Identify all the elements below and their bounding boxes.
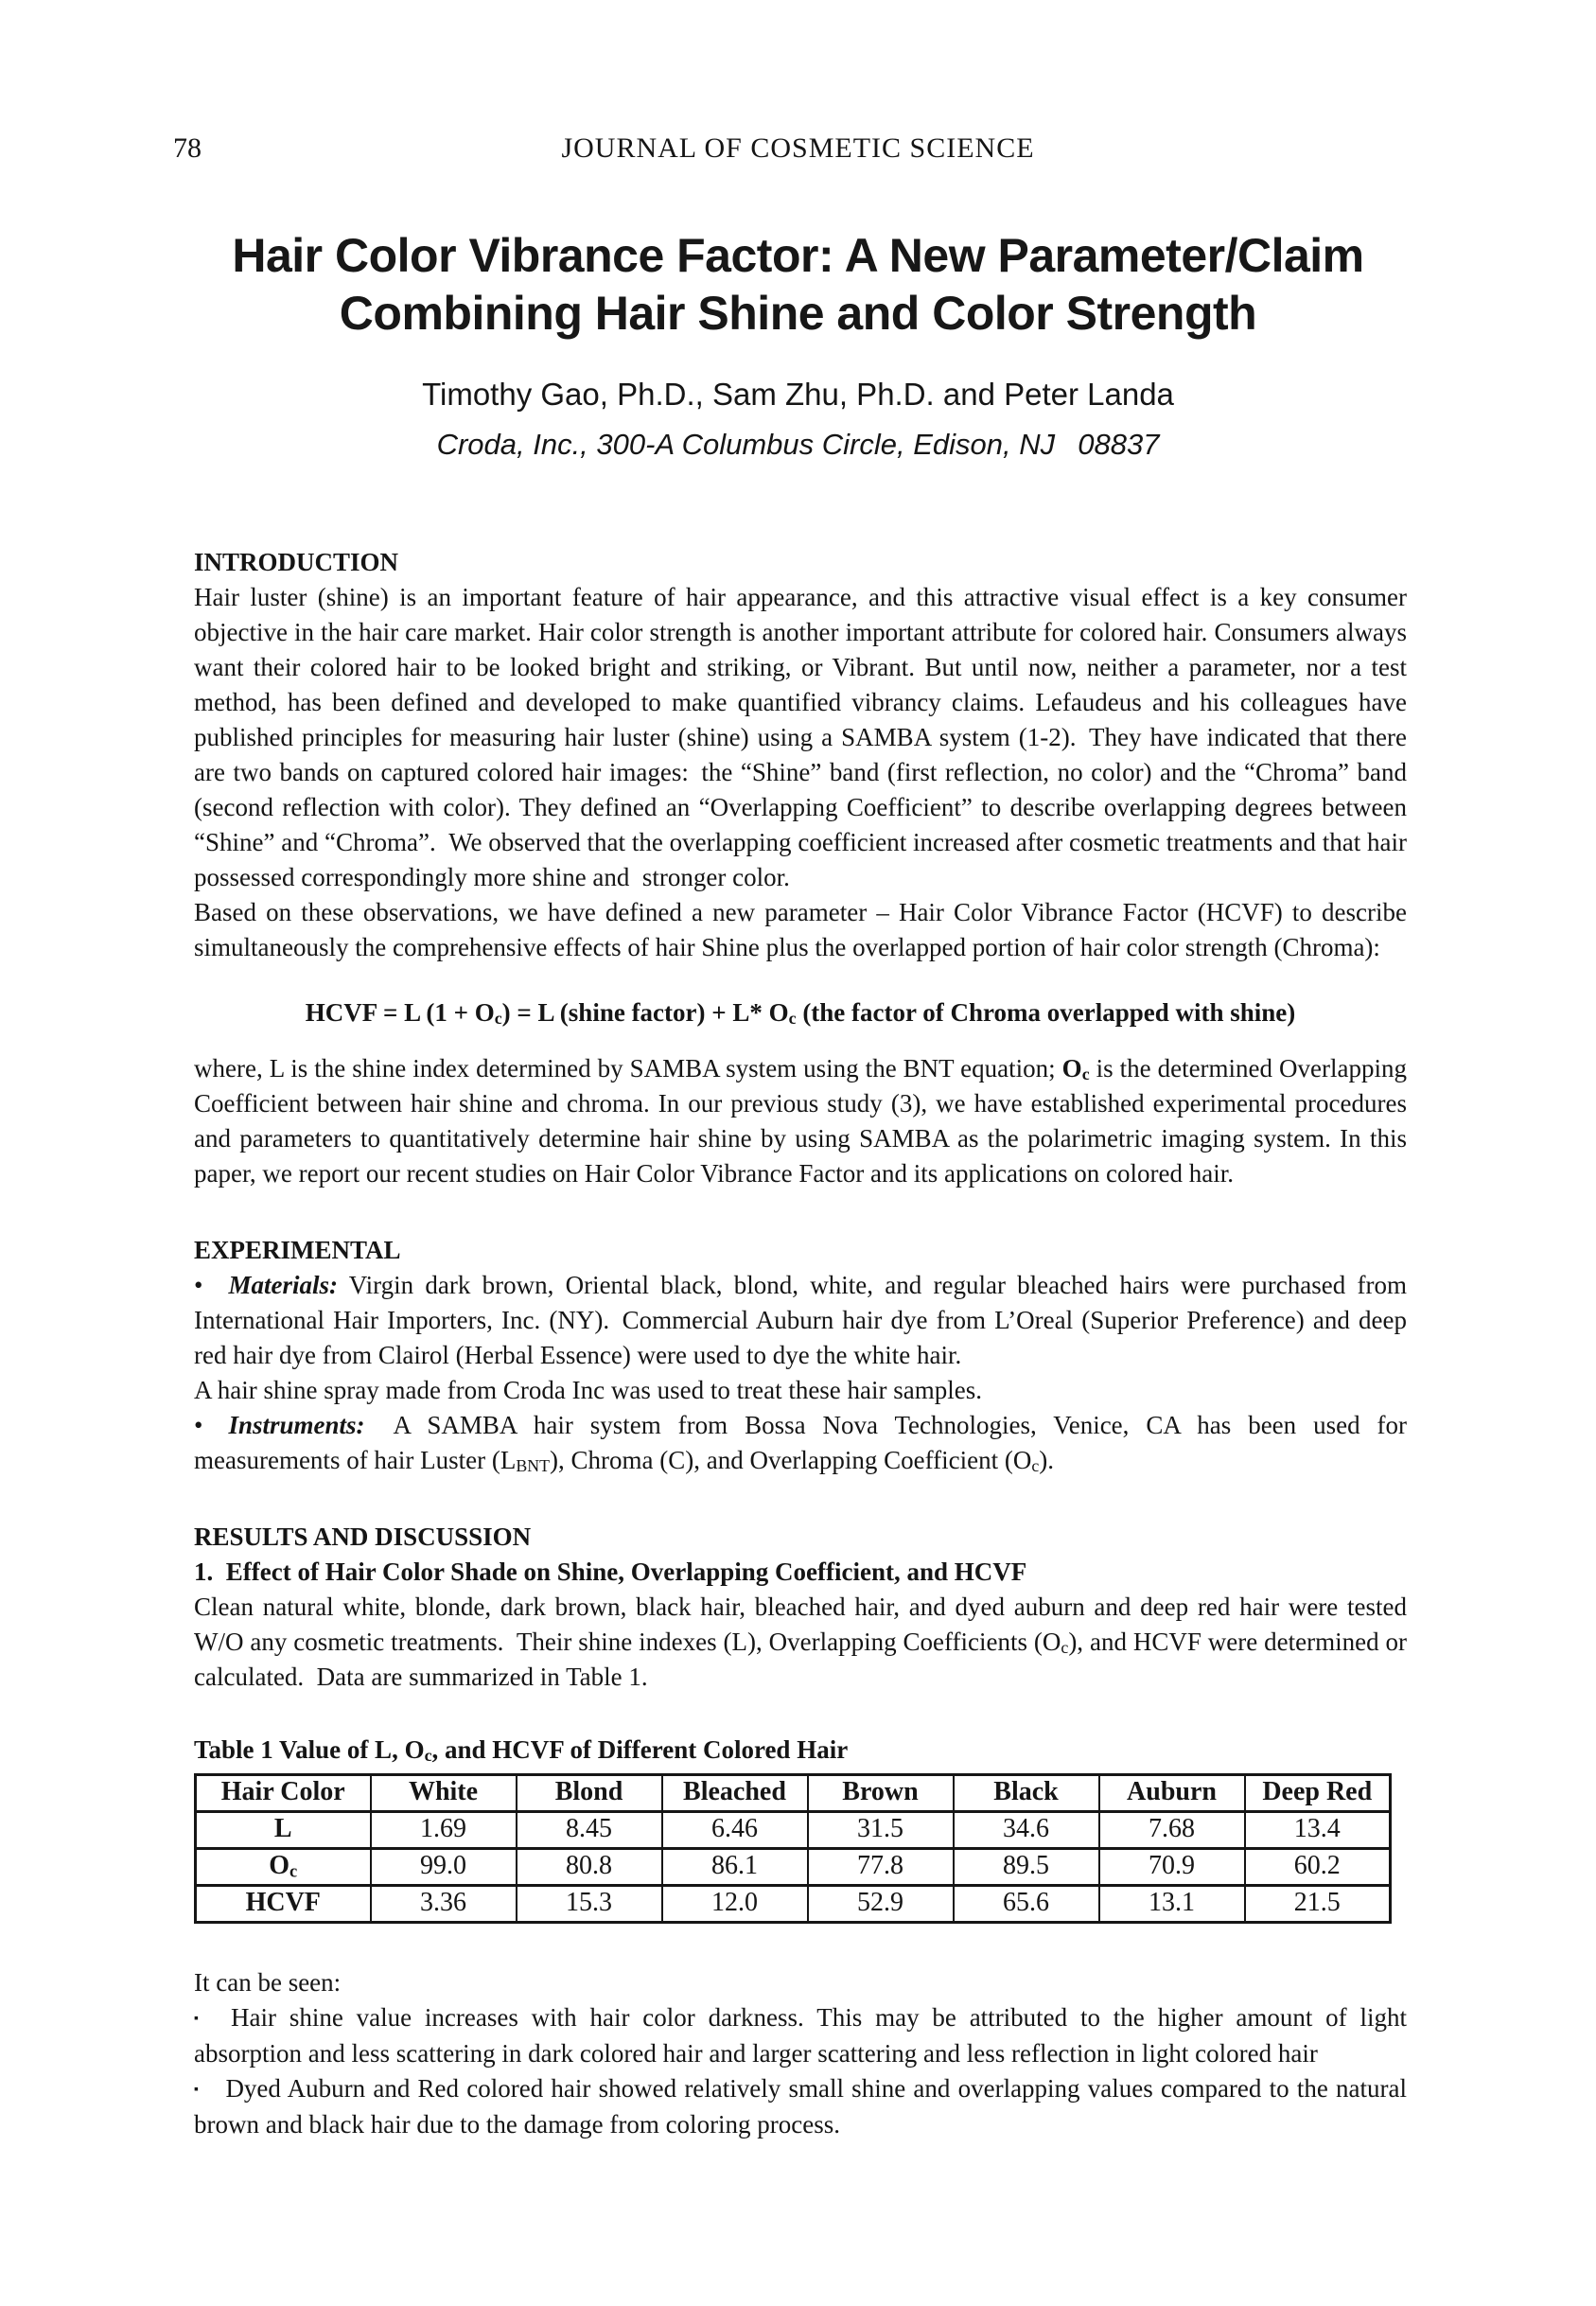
- table-cell: 99.0: [371, 1849, 517, 1886]
- table-cell: 6.46: [662, 1812, 808, 1849]
- observation-bullet-2: ▪ Dyed Auburn and Red colored hair showed relatively small shine and overlapping values compared to the natural brown and black hair due to the damage from coloring process.: [194, 2074, 1407, 2139]
- table-cell: 34.6: [954, 1812, 1099, 1849]
- article-title: [85, 227, 1511, 343]
- article-title-line-2: Combining Hair Shine and Color Strength: [339, 287, 1257, 340]
- table-row-label: Oc: [196, 1849, 371, 1886]
- table-col-header: Brown: [808, 1775, 954, 1812]
- table-cell: 13.4: [1245, 1812, 1391, 1849]
- results-subheading-1: 1. Effect of Hair Color Shade on Shine, Overlapping Coefficient, and HCVF: [194, 1558, 1027, 1586]
- observations-intro: It can be seen:: [194, 1968, 342, 1997]
- results-paragraph-1: Clean natural white, blonde, dark brown, black hair, bleached hair, and dyed auburn and deep red hair were tested W/O any cosmetic treatments. Their shine indexes (L), Overlapping Coefficients (Oc), and HCVF were determined or calculated. Data are summarized in Table 1.: [194, 1593, 1407, 1691]
- table-cell: 65.6: [954, 1886, 1099, 1923]
- intro-paragraph-2: Based on these observations, we have defined a new parameter – Hair Color Vibrance Factor (HCVF) to describe simultaneously the comprehensive effects of hair Shine plus the overlapped portion of hair color strength (Chroma):: [194, 898, 1407, 961]
- page-number: 78: [173, 132, 202, 164]
- table-cell: 7.68: [1099, 1812, 1245, 1849]
- section-heading-results: RESULTS AND DISCUSSION: [194, 1523, 532, 1551]
- shine-spray-note: A hair shine spray made from Croda Inc was used to treat these hair samples.: [194, 1376, 983, 1404]
- observation-bullet-1: ▪ Hair shine value increases with hair color darkness. This may be attributed to the higher amount of light absorption and less scattering in dark colored hair and larger scattering and less reflection in light colored hair: [194, 2003, 1407, 2068]
- table-cell: 70.9: [1099, 1849, 1245, 1886]
- table-1-grid: [194, 1773, 1392, 1924]
- table-cell: 80.8: [517, 1849, 662, 1886]
- table-cell: 3.36: [371, 1886, 517, 1923]
- table-cell: 86.1: [662, 1849, 808, 1886]
- table-col-header-hair-color: Hair Color: [196, 1775, 371, 1812]
- table-row: [196, 1886, 1391, 1923]
- table-col-header: Blond: [517, 1775, 662, 1812]
- table-col-header: Auburn: [1099, 1775, 1245, 1812]
- table-cell: 15.3: [517, 1886, 662, 1923]
- table-col-header: Black: [954, 1775, 1099, 1812]
- hcvf-formula: HCVF = L (1 + Oc) = L (shine factor) + L* Oc (the factor of Chroma overlapped with shine): [305, 998, 1296, 1029]
- section-heading-experimental: EXPERIMENTAL: [194, 1236, 401, 1264]
- table-cell: 21.5: [1245, 1886, 1391, 1923]
- running-head: [0, 0, 1596, 168]
- table-row: [196, 1812, 1391, 1849]
- table-row: [196, 1849, 1391, 1886]
- table-cell: 89.5: [954, 1849, 1099, 1886]
- table-col-header: Deep Red: [1245, 1775, 1391, 1812]
- section-heading-introduction: INTRODUCTION: [194, 548, 399, 576]
- table-cell: 60.2: [1245, 1849, 1391, 1886]
- table-col-header: Bleached: [662, 1775, 808, 1812]
- table-header-row: [196, 1775, 1391, 1812]
- table-cell: 31.5: [808, 1812, 954, 1849]
- table-cell: 77.8: [808, 1849, 954, 1886]
- affiliation: Croda, Inc., 300-A Columbus Circle, Edison, NJ 08837: [436, 428, 1160, 461]
- materials-bullet: • Materials: Virgin dark brown, Oriental black, blond, white, and regular bleached hairs were purchased from International Hair Importers, Inc. (NY). Commercial Auburn hair dye from L’Oreal (Superior Preference) and deep red hair dye from Clairol (Herbal Essence) were used to dye the white hair.: [194, 1271, 1407, 1369]
- table-col-header: White: [371, 1775, 517, 1812]
- intro-paragraph-1: Hair luster (shine) is an important feature of hair appearance, and this attractive visual effect is a key consumer objective in the hair care market. Hair color strength is another important attribute for colored hair. Consumers always want their colored hair to be looked bright and striking, or Vibrant. But until now, neither a parameter, nor a test method, has been defined and developed to make quantified vibrancy claims. Lefaudeus and his colleagues have published principles for measuring hair luster (shine) using a SAMBA system (1-2). They have indicated that there are two bands on captured colored hair images: the “Shine” band (first reflection, no color) and the “Chroma” band (second reflection with color). They defined an “Overlapping Coefficient” to describe overlapping degrees between “Shine” and “Chroma”. We observed that the overlapping coefficient increased after cosmetic treatments and that hair possessed correspondingly more shine and stronger color.: [194, 583, 1407, 891]
- table-row-label: HCVF: [196, 1886, 371, 1923]
- instruments-bullet: • Instruments: A SAMBA hair system from Bossa Nova Technologies, Venice, CA has been used for measurements of hair Luster (LBNT), Chroma (C), and Overlapping Coefficient (Oc).: [194, 1411, 1407, 1476]
- table-1: [194, 1733, 1407, 1924]
- authors: Timothy Gao, Ph.D., Sam Zhu, Ph.D. and Peter Landa: [422, 377, 1174, 412]
- table-1-caption: Table 1 Value of L, Oc, and HCVF of Different Colored Hair: [194, 1735, 849, 1766]
- intro-paragraph-3: where, L is the shine index determined by SAMBA system using the BNT equation; Oc is the determined Overlapping Coefficient between hair shine and chroma. In our previous study (3), we have established experimental procedures and parameters to quantitatively determine hair shine by using SAMBA as the polarimetric imaging system. In this paper, we report our recent studies on Hair Color Vibrance Factor and its applications on colored hair.: [194, 1054, 1408, 1188]
- table-cell: 1.69: [371, 1812, 517, 1849]
- journal-title: JOURNAL OF COSMETIC SCIENCE: [561, 132, 1035, 164]
- table-cell: 8.45: [517, 1812, 662, 1849]
- table-cell: 13.1: [1099, 1886, 1245, 1923]
- table-row-label: L: [196, 1812, 371, 1849]
- table-cell: 12.0: [662, 1886, 808, 1923]
- table-cell: 52.9: [808, 1886, 954, 1923]
- article-body: [194, 545, 1407, 2142]
- article-title-line-1: Hair Color Vibrance Factor: A New Parameter/Claim: [232, 229, 1364, 282]
